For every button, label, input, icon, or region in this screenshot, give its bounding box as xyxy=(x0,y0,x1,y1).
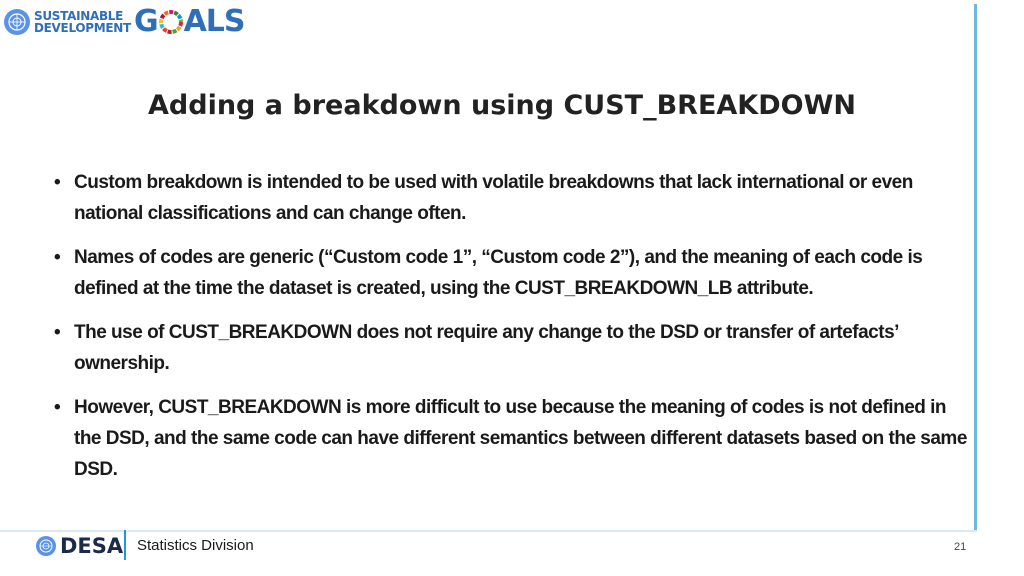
bullet-marker: • xyxy=(54,247,61,268)
bottom-divider xyxy=(0,530,977,532)
slide-title: Adding a breakdown using CUST_BREAKDOWN xyxy=(148,90,856,121)
right-accent-rule xyxy=(974,4,977,530)
footer-separator xyxy=(124,530,126,560)
un-emblem-icon xyxy=(4,9,30,35)
sdg-goals-wordmark xyxy=(134,4,245,39)
division-label: Statistics Division xyxy=(137,537,254,554)
sdg-logo-line2: DEVELOPMENT xyxy=(34,20,131,35)
bullet-marker: • xyxy=(54,397,61,418)
bullet-list xyxy=(54,167,974,498)
goals-suffix: ALS xyxy=(183,4,245,39)
bullet-marker: • xyxy=(54,172,61,193)
bullet-item xyxy=(54,392,974,485)
bullet-text: However, CUST_BREAKDOWN is more difficult to use because the meaning of codes is not defined in the DSD, and the same code can have different semantics between different datasets based on the same DSD. xyxy=(74,397,967,480)
sdg-logo-text xyxy=(34,10,131,34)
bullet-item xyxy=(54,242,974,304)
sdg-logo-line1: SUSTAINABLE xyxy=(34,8,124,23)
footer-un-emblem-icon xyxy=(36,536,56,556)
sdg-logo xyxy=(4,4,245,39)
sdg-wheel-icon xyxy=(159,10,183,34)
page-number: 21 xyxy=(954,541,967,553)
bullet-item xyxy=(54,167,974,229)
bullet-item xyxy=(54,317,974,379)
goals-prefix: G xyxy=(133,4,158,39)
bullet-text: Custom breakdown is intended to be used with volatile breakdowns that lack international or even national classifications and can change often. xyxy=(74,172,913,224)
desa-logo-text: DESA xyxy=(60,534,124,558)
bullet-text: Names of codes are generic (“Custom code 1”, “Custom code 2”), and the meaning of each code is defined at the time the dataset is created, using the CUST_BREAKDOWN_LB attribute. xyxy=(74,247,923,299)
bullet-text: The use of CUST_BREAKDOWN does not require any change to the DSD or transfer of artefacts’ ownership. xyxy=(74,322,898,374)
bullet-marker: • xyxy=(54,322,61,343)
